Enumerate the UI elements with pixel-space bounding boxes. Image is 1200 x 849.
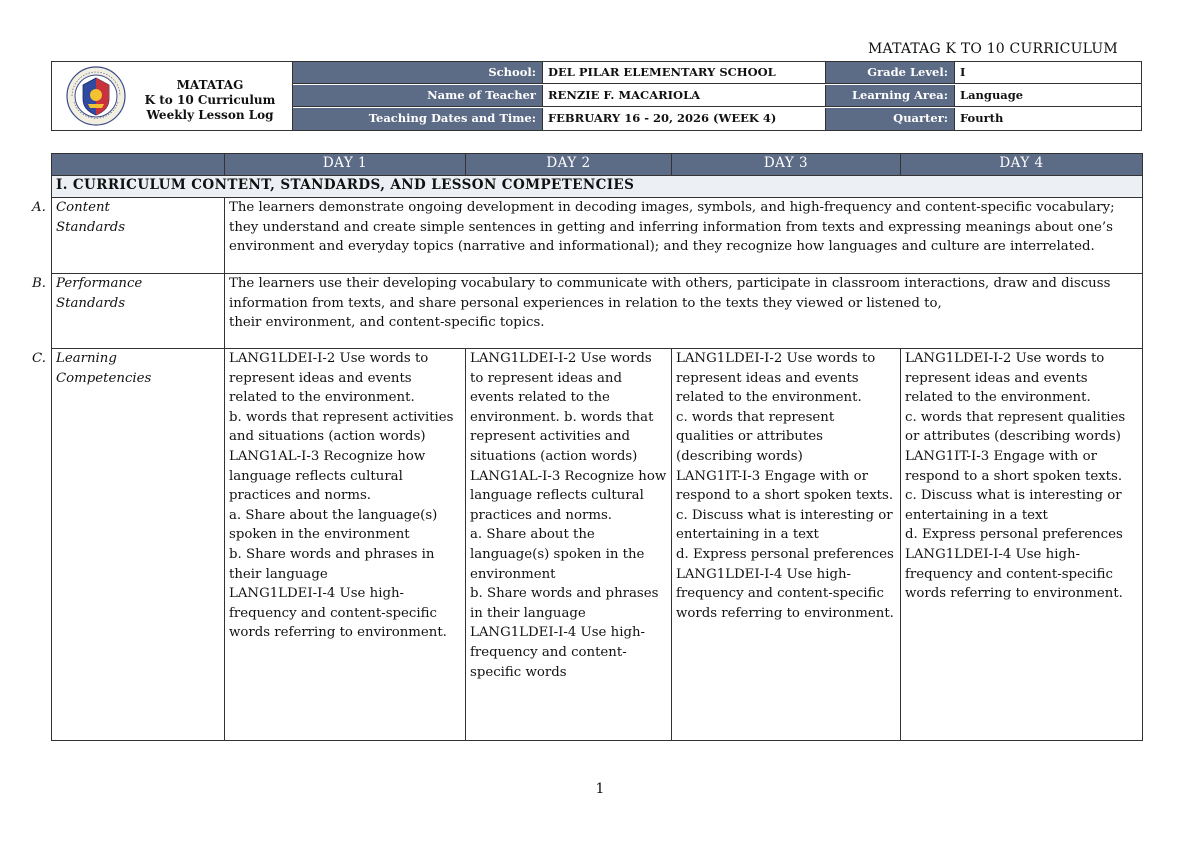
curriculum-label: MATATAG K TO 10 CURRICULUM (868, 41, 1118, 57)
learning-area-value[interactable]: Language (960, 88, 1024, 102)
learning-competencies-label (32, 349, 225, 741)
teaching-dates-label: Teaching Dates and Time: (293, 108, 543, 130)
deped-seal-icon (66, 66, 126, 126)
page-number: 1 (595, 781, 605, 797)
day-header-3: DAY 3 (672, 154, 901, 176)
performance-standards-row (52, 274, 1143, 349)
quarter-value[interactable]: Fourth (960, 111, 1004, 125)
brand-line-1: MATATAG (176, 78, 244, 92)
brand-line-2: K to 10 Curriculum (144, 93, 276, 107)
content-standards-label (32, 198, 225, 274)
competencies-day-1: LANG1LDEI-I-2 Use words to represent ideas and events related to the environment. b. words that represent activities and situations (action words) LANG1AL-I-3 Recognize how language reflects cultural practices and norms. a. Share about the language(s) spoken in the environment b. Share words and phrases in their language LANG1LDEI-I-4 Use high-frequency and content-specific words referring to environment. (225, 349, 466, 741)
lesson-log-header (51, 61, 1142, 131)
header-row-teacher (293, 85, 1141, 107)
teaching-dates-value[interactable]: FEBRUARY 16 - 20, 2026 (WEEK 4) (543, 108, 826, 130)
lesson-log-table (32, 153, 1143, 741)
label-letter-c: C. (32, 351, 46, 366)
content-label-line1: Content (56, 200, 110, 215)
teacher-value[interactable]: RENZIE F. MACARIOLA (543, 85, 826, 106)
school-value[interactable]: DEL PILAR ELEMENTARY SCHOOL (543, 62, 826, 83)
competencies-day-3: LANG1LDEI-I-2 Use words to represent ideas and events related to the environment. c. words that represent qualities or attributes (describing words) LANG1IT-I-3 Engage with or respond to a short spoken texts. c. Discuss what is interesting or entertaining in a text d. Express personal preferences LANG1LDEI-I-4 Use high-frequency and content-specific words referring to environment. (672, 349, 901, 741)
header-row-school (293, 62, 1141, 84)
day-header-row (52, 154, 1143, 176)
content-standards-row (52, 198, 1143, 274)
section-title: I. CURRICULUM CONTENT, STANDARDS, AND LESSON COMPETENCIES (52, 176, 1143, 198)
corner-cell (52, 154, 225, 176)
day-header-2: DAY 2 (466, 154, 672, 176)
brand-text (136, 78, 284, 123)
competencies-label-line1: Learning (56, 351, 117, 366)
content-label-line2: Standards (56, 219, 126, 235)
grade-level-label: Grade Level: (826, 62, 955, 83)
logo-cell (52, 62, 293, 130)
label-letter-b: B. (32, 276, 46, 291)
label-letter-a: A. (32, 200, 46, 215)
content-standards-text: The learners demonstrate ongoing development in decoding images, symbols, and high-frequency and content-specific vocabulary; they understand and create simple sentences in getting and inferring information from texts and expressing meanings about one’s environment and everyday topics (narrative and informational); and they recognize how languages and culture are interrelated. (225, 198, 1143, 274)
performance-standards-label (32, 274, 225, 349)
competencies-label-line2: Competencies (56, 370, 152, 386)
learning-area-label: Learning Area: (826, 85, 955, 106)
quarter-label: Quarter: (826, 108, 955, 130)
teacher-label: Name of Teacher (293, 85, 543, 106)
school-label: School: (293, 62, 543, 83)
day-header-1: DAY 1 (225, 154, 466, 176)
competencies-day-4: LANG1LDEI-I-2 Use words to represent ideas and events related to the environment. c. words that represent qualities or attributes (describing words) LANG1IT-I-3 Engage with or respond to a short spoken texts. c. Discuss what is interesting or entertaining in a text d. Express personal preferences LANG1LDEI-I-4 Use high-frequency and content-specific words referring to environment. (901, 349, 1143, 741)
competencies-day-2: LANG1LDEI-I-2 Use words to represent ideas and events related to the environment. b. words that represent activities and situations (action words) LANG1AL-I-3 Recognize how language reflects cultural practices and norms. a. Share about the language(s) spoken in the environment b. Share words and phrases in their language LANG1LDEI-I-4 Use high-frequency and content-specific words (466, 349, 672, 741)
performance-label-line1: Performance (56, 276, 143, 291)
performance-standards-text: The learners use their developing vocabulary to communicate with others, participate in classroom interactions, draw and discuss information from texts, and share personal experiences in relation to the texts they viewed or listened to, their environment, and content-specific topics. (225, 274, 1143, 349)
grade-level-value[interactable]: I (960, 65, 966, 79)
day-header-4: DAY 4 (901, 154, 1143, 176)
learning-competencies-row (52, 349, 1143, 741)
performance-label-line2: Standards (56, 295, 126, 311)
header-row-dates (293, 108, 1141, 130)
brand-line-3: Weekly Lesson Log (146, 108, 274, 122)
section-row (52, 176, 1143, 198)
